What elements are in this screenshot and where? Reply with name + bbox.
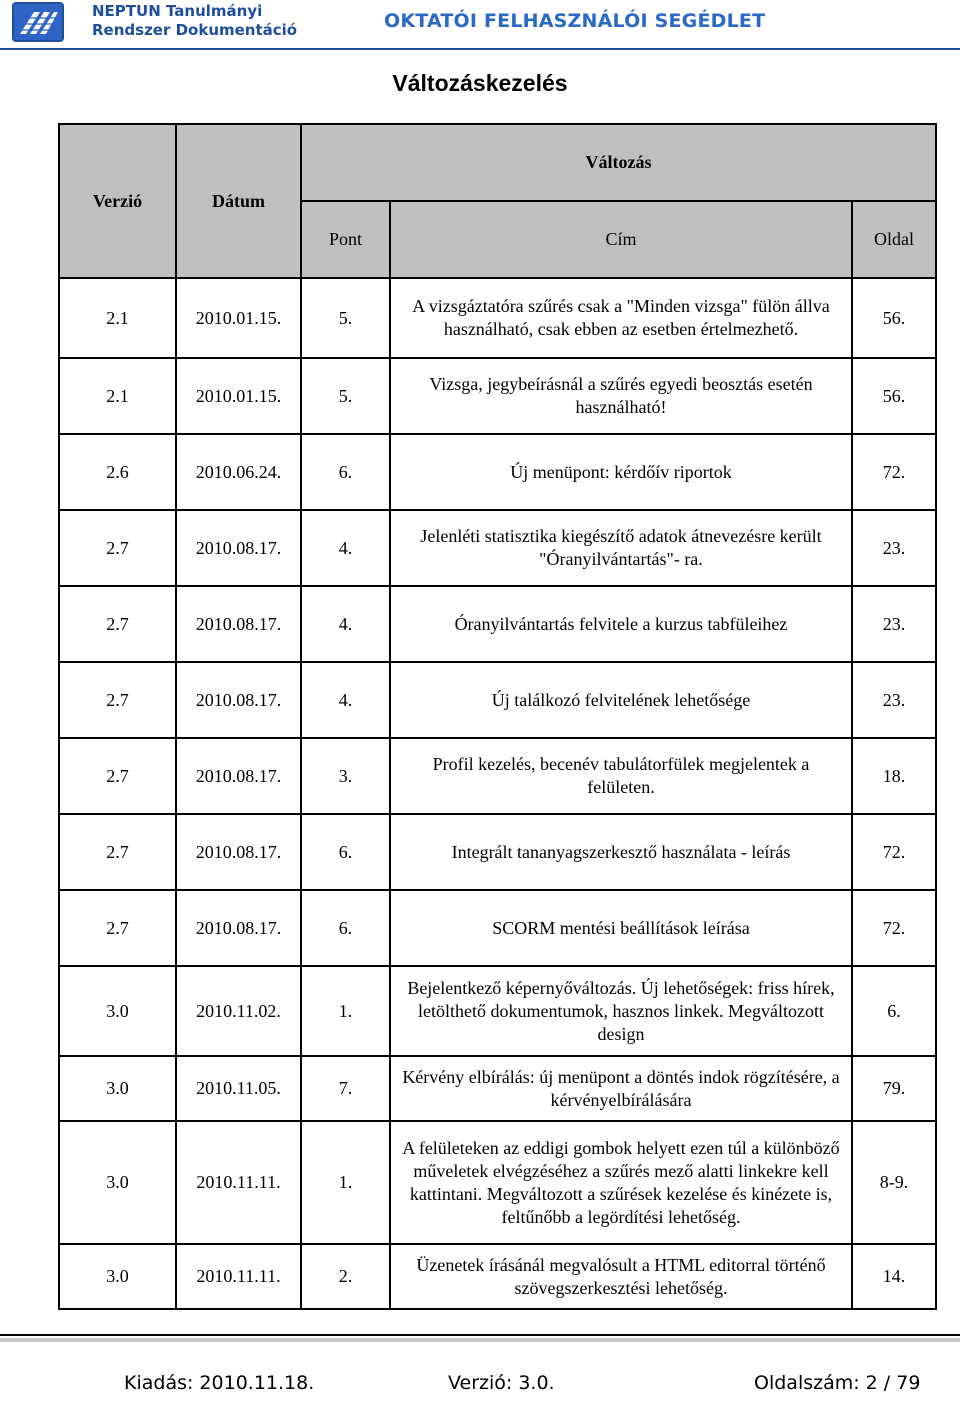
row-point: 3. <box>301 738 390 814</box>
footer-version: Verzió: 3.0. <box>448 1372 555 1394</box>
row-page: 79. <box>852 1056 936 1121</box>
header-divider <box>0 48 960 50</box>
row-version: 2.7 <box>59 738 176 814</box>
row-version: 3.0 <box>59 1244 176 1309</box>
row-point: 6. <box>301 434 390 510</box>
row-version: 3.0 <box>59 1121 176 1244</box>
row-page: 72. <box>852 434 936 510</box>
brand-name <box>92 2 322 40</box>
brand-line-1: NEPTUN Tanulmányi <box>92 2 263 20</box>
row-point: 5. <box>301 358 390 434</box>
row-date: 2010.01.15. <box>176 358 301 434</box>
page-title: Változáskezelés <box>392 70 568 96</box>
footer-issue-date: Kiadás: 2010.11.18. <box>124 1372 315 1394</box>
row-page: 14. <box>852 1244 936 1309</box>
row-page: 72. <box>852 890 936 966</box>
row-date: 2010.08.17. <box>176 586 301 662</box>
row-version: 2.7 <box>59 814 176 890</box>
row-page: 6. <box>852 966 936 1056</box>
row-page: 8-9. <box>852 1121 936 1244</box>
document-header <box>0 0 960 46</box>
table-row <box>59 510 936 586</box>
row-point: 6. <box>301 814 390 890</box>
row-date: 2010.11.11. <box>176 1121 301 1244</box>
header-point: Pont <box>301 201 390 278</box>
table-row <box>59 1244 936 1309</box>
table-row <box>59 434 936 510</box>
row-point: 6. <box>301 890 390 966</box>
row-date: 2010.08.17. <box>176 510 301 586</box>
table-row <box>59 1121 936 1244</box>
row-title: Integrált tananyagszerkesztő használata - leírás <box>390 814 852 890</box>
document-title: OKTATÓI FELHASZNÁLÓI SEGÉDLET <box>384 10 766 32</box>
change-log-table <box>58 123 937 1310</box>
row-point: 4. <box>301 662 390 738</box>
row-page: 56. <box>852 278 936 358</box>
table-row <box>59 966 936 1056</box>
row-title: Óranyilvántartás felvitele a kurzus tabfüleihez <box>390 586 852 662</box>
table-row <box>59 738 936 814</box>
row-date: 2010.08.17. <box>176 738 301 814</box>
change-table-body <box>59 278 936 1309</box>
row-point: 2. <box>301 1244 390 1309</box>
document-footer <box>0 1372 960 1402</box>
row-version: 2.7 <box>59 662 176 738</box>
row-page: 23. <box>852 662 936 738</box>
header-page: Oldal <box>852 201 936 278</box>
table-row <box>59 814 936 890</box>
neptun-logo-icon <box>12 2 64 42</box>
row-page: 56. <box>852 358 936 434</box>
row-date: 2010.08.17. <box>176 662 301 738</box>
header-change: Változás <box>301 124 936 201</box>
row-version: 2.6 <box>59 434 176 510</box>
row-page: 18. <box>852 738 936 814</box>
header-title: Cím <box>390 201 852 278</box>
row-point: 4. <box>301 510 390 586</box>
row-title: Jelenléti statisztika kiegészítő adatok átnevezésre került "Óranyilvántartás"- ra. <box>390 510 852 586</box>
header-date: Dátum <box>176 124 301 278</box>
row-version: 2.7 <box>59 890 176 966</box>
row-point: 1. <box>301 966 390 1056</box>
row-point: 5. <box>301 278 390 358</box>
row-point: 4. <box>301 586 390 662</box>
footer-divider <box>0 1334 960 1336</box>
row-date: 2010.11.02. <box>176 966 301 1056</box>
row-date: 2010.08.17. <box>176 890 301 966</box>
row-version: 2.1 <box>59 358 176 434</box>
row-date: 2010.11.05. <box>176 1056 301 1121</box>
row-title: SCORM mentési beállítások leírása <box>390 890 852 966</box>
row-title: Bejelentkező képernyőváltozás. Új lehetőségek: friss hírek, letölthető dokumentumok, hasznos linkek. Megváltozott design <box>390 966 852 1056</box>
row-page: 23. <box>852 510 936 586</box>
row-title: A vizsgáztatóra szűrés csak a "Minden vizsga" fülön állva használható, csak ebben az esetben értelmezhető. <box>390 278 852 358</box>
table-row <box>59 358 936 434</box>
table-row <box>59 586 936 662</box>
brand-line-2: Rendszer Dokumentáció <box>92 21 298 39</box>
row-version: 3.0 <box>59 1056 176 1121</box>
row-point: 1. <box>301 1121 390 1244</box>
row-page: 23. <box>852 586 936 662</box>
row-date: 2010.06.24. <box>176 434 301 510</box>
table-row <box>59 662 936 738</box>
row-date: 2010.01.15. <box>176 278 301 358</box>
row-date: 2010.08.17. <box>176 814 301 890</box>
table-row <box>59 1056 936 1121</box>
row-page: 72. <box>852 814 936 890</box>
footer-divider-shade <box>0 1338 960 1342</box>
row-title: Profil kezelés, becenév tabulátorfülek megjelentek a felületen. <box>390 738 852 814</box>
row-version: 2.1 <box>59 278 176 358</box>
table-row <box>59 278 936 358</box>
row-date: 2010.11.11. <box>176 1244 301 1309</box>
row-title: A felületeken az eddigi gombok helyett ezen túl a különböző műveletek elvégzéséhez a szűrés mező alatti linkekre kell kattintani. Megváltozott a szűrések kezelése és kinézete is, feltűnőbb a legördítési lehetőség. <box>390 1121 852 1244</box>
row-point: 7. <box>301 1056 390 1121</box>
row-title: Új találkozó felvitelének lehetősége <box>390 662 852 738</box>
row-title: Üzenetek írásánál megvalósult a HTML editorral történő szövegszerkesztési lehetőség. <box>390 1244 852 1309</box>
row-version: 2.7 <box>59 510 176 586</box>
row-title: Új menüpont: kérdőív riportok <box>390 434 852 510</box>
row-title: Kérvény elbírálás: új menüpont a döntés indok rögzítésére, a kérvényelbírálására <box>390 1056 852 1121</box>
row-version: 3.0 <box>59 966 176 1056</box>
row-title: Vizsga, jegybeírásnál a szűrés egyedi beosztás esetén használható! <box>390 358 852 434</box>
header-version: Verzió <box>59 124 176 278</box>
table-row <box>59 890 936 966</box>
row-version: 2.7 <box>59 586 176 662</box>
footer-page-number: Oldalszám: 2 / 79 <box>754 1372 921 1394</box>
